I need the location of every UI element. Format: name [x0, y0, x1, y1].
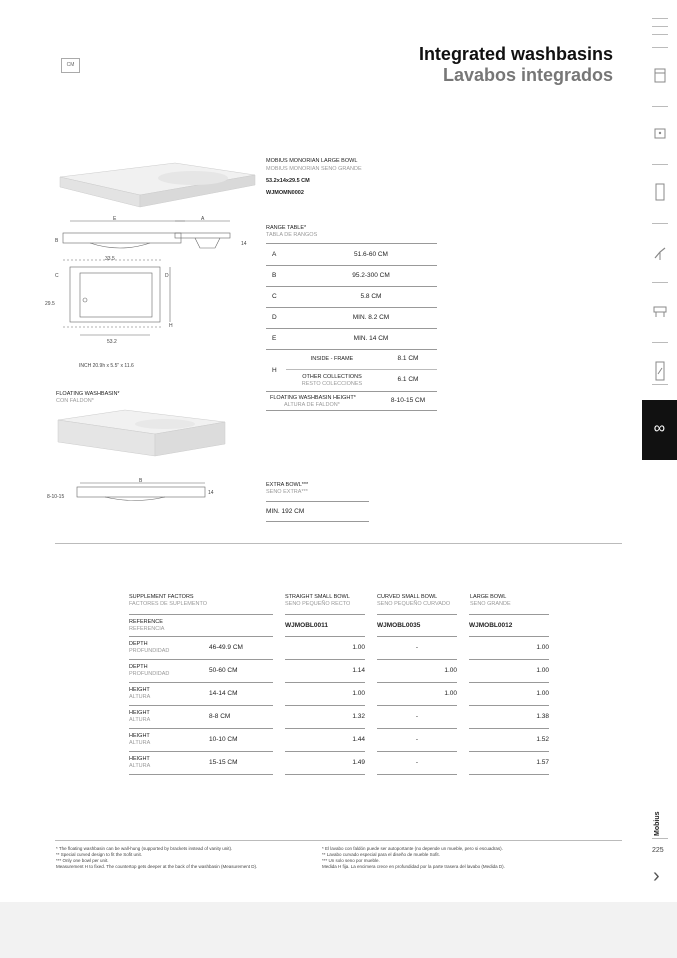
- row-divider: [469, 705, 549, 706]
- supplement-header-es: FACTORES DE SUPLEMENTO: [129, 601, 208, 607]
- next-page-arrow[interactable]: ›: [653, 865, 660, 887]
- range-title: RANGE TABLE*: [266, 225, 307, 231]
- dim-A: A: [201, 216, 205, 222]
- row-divider: [129, 659, 273, 660]
- bench-icon[interactable]: [653, 302, 667, 322]
- range-key: B: [272, 272, 277, 279]
- ref-label: REFERENCE: [129, 619, 163, 625]
- footnote-es-3: *** Un solo seno por mueble.: [322, 858, 380, 863]
- product-size: 53.2x14x29.5 CM: [266, 178, 310, 184]
- range-row: [266, 307, 437, 329]
- ref-code-straight: WJMOBL0011: [285, 622, 328, 629]
- row-divider: [377, 728, 457, 729]
- column-icon[interactable]: [653, 182, 667, 202]
- factor-value: 1.00: [536, 667, 549, 674]
- factor-label-es: ALTURA: [129, 763, 151, 769]
- page-number: 225: [652, 847, 664, 854]
- menu-line: [652, 18, 668, 19]
- factor-label: HEIGHT: [129, 687, 150, 693]
- ref-code-large: WJMOBL0012: [469, 622, 513, 629]
- footnote-en-4: Measurement H to fixed. The countertop gets deeper at the back of the washbasin (Measurement D).: [56, 864, 258, 869]
- range-row: [266, 265, 437, 287]
- washbasin-illustration: [55, 155, 260, 215]
- dim-C: C: [55, 273, 59, 279]
- range-key: E: [272, 335, 277, 342]
- dim-bottom: 53.2: [107, 339, 117, 345]
- range-key: D: [272, 314, 277, 321]
- h-other-label: OTHER COLLECTIONS: [302, 374, 362, 380]
- supplement-header: SUPPLEMENT FACTORS: [129, 594, 194, 600]
- row-divider: [285, 751, 365, 752]
- factor-value: 1.32: [352, 713, 365, 720]
- factor-value: 1.00: [352, 644, 365, 651]
- product-name-es: MOBIUS MONORIAN SENO GRANDE: [266, 166, 362, 172]
- floating-height-label: FLOATING WASHBASIN HEIGHT*: [270, 395, 356, 401]
- h-other-value: 6.1 CM: [397, 376, 419, 383]
- factor-value: 1.38: [536, 713, 549, 720]
- row-divider: [469, 659, 549, 660]
- range-row: [266, 328, 437, 350]
- factor-value: -: [415, 736, 419, 743]
- row-divider: [285, 682, 365, 683]
- range-value: 95.2-300 CM: [352, 272, 390, 279]
- row-divider: [377, 751, 457, 752]
- factor-value: -: [415, 713, 419, 720]
- range-key-h: H: [272, 367, 277, 374]
- factor-value: 1.44: [352, 736, 365, 743]
- row-divider: [469, 774, 549, 775]
- factor-value: -: [415, 759, 419, 766]
- factor-range: 10-10 CM: [209, 736, 238, 743]
- factor-label: DEPTH: [129, 664, 148, 670]
- dim-side: 29.5: [45, 301, 55, 307]
- product-code: WJMOMN0002: [266, 190, 304, 196]
- factor-value: 1.00: [536, 644, 549, 651]
- footnote-es-1: * El lavabo con faldón puede ser autoportante (no depende un mueble, pero si escuadras).: [322, 846, 503, 851]
- col-curved: CURVED SMALL BOWL: [377, 594, 438, 600]
- h-inside-value: 8.1 CM: [397, 355, 419, 362]
- factor-value: 1.57: [536, 759, 549, 766]
- factor-value: 1.14: [352, 667, 365, 674]
- col-straight-es: SENO PEQUEÑO RECTO: [285, 601, 351, 607]
- page-title: Integrated washbasins: [418, 44, 613, 64]
- cabinet-icon[interactable]: [653, 66, 667, 86]
- factor-range: 8-8 CM: [209, 713, 231, 720]
- extra-bowl-title-es: SENO EXTRA***: [266, 489, 308, 495]
- ref-label-es: REFERENCIA: [129, 626, 165, 632]
- dim-D: D: [165, 273, 169, 279]
- brand-label: Mobius: [654, 811, 661, 836]
- faucet-icon[interactable]: [653, 242, 667, 262]
- row-divider: [129, 705, 273, 706]
- mirror-icon[interactable]: [653, 360, 667, 380]
- footnote-en-2: ** Special curved design to fit the Sofit unit.: [56, 852, 143, 857]
- range-row: [266, 244, 437, 266]
- h-other-label-es: RESTO COLECCIONES: [301, 381, 363, 387]
- floating-title-es: CON FALDON*: [56, 398, 94, 404]
- factor-label-es: PROFUNDIDAD: [129, 671, 170, 677]
- row-divider: [129, 751, 273, 752]
- floating-height-value: 8-10-15 CM: [390, 397, 426, 404]
- dim-top: 33.5: [105, 256, 115, 262]
- footnote-es-4: Medida H fija. La encimera crece en profundidad por la parte trasera del lavabo (Medida D).: [322, 864, 505, 869]
- row-divider: [129, 728, 273, 729]
- factor-range: 15-15 CM: [209, 759, 238, 766]
- row-divider: [377, 659, 457, 660]
- range-value: MIN. 8.2 CM: [352, 314, 390, 321]
- range-value: MIN. 14 CM: [353, 335, 389, 342]
- extra-bowl-title: EXTRA BOWL***: [266, 482, 309, 488]
- extra-bowl-value: MIN. 192 CM: [266, 508, 305, 515]
- range-row: [266, 286, 437, 308]
- range-key: C: [272, 293, 277, 300]
- menu-line: [652, 26, 668, 27]
- row-divider: [377, 705, 457, 706]
- footnote-es-2: ** Lavabo curvado especial para el diseño de mueble Sofit.: [322, 852, 440, 857]
- menu-line: [652, 34, 668, 35]
- row-divider: [469, 682, 549, 683]
- float-dim-x: B: [139, 478, 143, 484]
- range-key: A: [272, 251, 277, 258]
- footnote-en-1: * The floating washbasin can be wall-hung (supported by brackets instead of vanity unit).: [56, 846, 233, 851]
- vanity-icon[interactable]: [653, 124, 667, 144]
- factor-label-es: ALTURA: [129, 694, 151, 700]
- float-dim-14: 14: [208, 490, 214, 496]
- floating-washbasin-illustration: [55, 408, 230, 508]
- factor-value: 1.52: [536, 736, 549, 743]
- factor-label: HEIGHT: [129, 710, 150, 716]
- factor-label-es: ALTURA: [129, 740, 151, 746]
- row-divider: [377, 774, 457, 775]
- factor-value: -: [415, 644, 419, 651]
- row-divider: [285, 659, 365, 660]
- technical-drawing: [45, 215, 270, 375]
- dim-14: 14: [241, 241, 247, 247]
- factor-label-es: PROFUNDIDAD: [129, 648, 170, 654]
- col-curved-es: SENO PEQUEÑO CURVADO: [377, 601, 451, 607]
- float-dim-h: 8-10-15: [47, 494, 65, 500]
- page-footer-band: [0, 902, 677, 958]
- row-divider: [285, 728, 365, 729]
- dim-H: H: [169, 323, 173, 329]
- floating-title: FLOATING WASHBASIN*: [56, 391, 120, 397]
- factor-label-es: ALTURA: [129, 717, 151, 723]
- range-value: 5.8 CM: [360, 293, 382, 300]
- row-divider: [285, 705, 365, 706]
- inch-note: INCH 20.9h x 5.5" x 11.6: [79, 363, 134, 369]
- row-divider: [129, 774, 273, 775]
- footnote-en-3: *** Only one bowl per unit.: [56, 858, 109, 863]
- factor-value: 1.00: [444, 690, 457, 697]
- factor-value: 1.49: [352, 759, 365, 766]
- floating-height-label-es: ALTURA DE FALDON*: [284, 402, 340, 408]
- row-divider: [285, 774, 365, 775]
- col-large-es: SENO GRANDE: [470, 601, 511, 607]
- factor-value: 1.00: [536, 690, 549, 697]
- row-divider: [129, 682, 273, 683]
- collection-tab-active[interactable]: ∞: [642, 400, 677, 460]
- range-value: 51.6-60 CM: [354, 251, 388, 258]
- factor-value: 1.00: [352, 690, 365, 697]
- row-divider: [469, 751, 549, 752]
- factor-label: HEIGHT: [129, 756, 150, 762]
- ref-code-curved: WJMOBL0035: [377, 622, 421, 629]
- col-straight: STRAIGHT SMALL BOWL: [285, 594, 350, 600]
- factor-value: 1.00: [444, 667, 457, 674]
- factor-label: DEPTH: [129, 641, 148, 647]
- product-name: MOBIUS MONORIAN LARGE BOWL: [266, 158, 358, 164]
- factor-label: HEIGHT: [129, 733, 150, 739]
- col-large: LARGE BOWL: [470, 594, 507, 600]
- row-divider: [469, 728, 549, 729]
- row-divider: [377, 682, 457, 683]
- h-inside-label: INSIDE - FRAME: [310, 356, 354, 362]
- range-title-es: TABLA DE RANGOS: [266, 232, 318, 238]
- dim-B: B: [55, 238, 59, 244]
- unit-badge: CM: [61, 58, 80, 73]
- factor-range: 14-14 CM: [209, 690, 238, 697]
- page-subtitle: Lavabos integrados: [442, 65, 613, 85]
- dim-E: E: [113, 216, 117, 222]
- factor-range: 50-60 CM: [209, 667, 238, 674]
- factor-range: 46-49.9 CM: [209, 644, 243, 651]
